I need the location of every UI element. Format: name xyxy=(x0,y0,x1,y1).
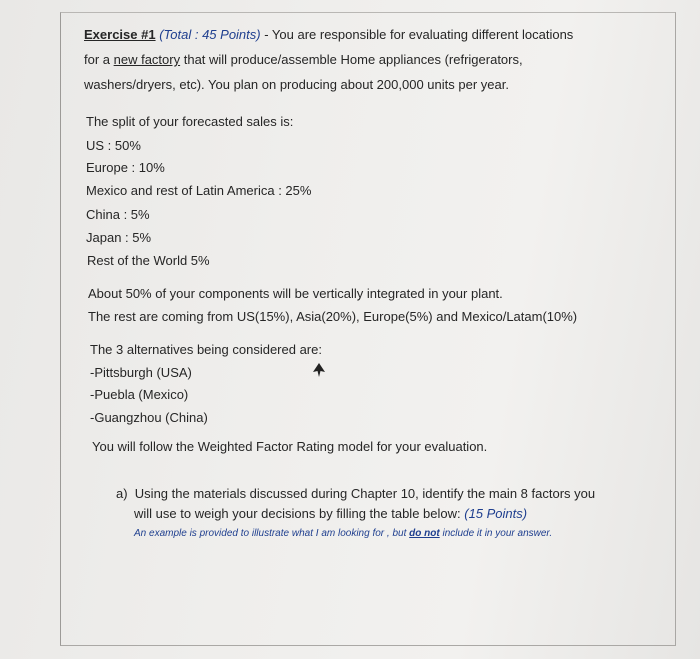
alternatives-heading: The 3 alternatives being considered are: xyxy=(90,342,322,357)
sales-heading: The split of your forecasted sales is: xyxy=(86,114,294,129)
model-line: You will follow the Weighted Factor Rating model for your evaluation. xyxy=(92,439,488,454)
alternative-pittsburgh: -Pittsburgh (USA) xyxy=(90,365,192,380)
question-a-points: (15 Points) xyxy=(464,506,528,521)
exercise-line-2-end: that will produce/assemble Home appliances (refrigerators, xyxy=(180,52,523,67)
question-a-text: Using the materials discussed during Chapter 10, identify the main 8 factors you xyxy=(134,486,596,501)
sales-item-europe: Europe : 10% xyxy=(86,160,165,175)
question-a-line-2-text: will use to weigh your decisions by filling the table below: xyxy=(134,506,465,521)
new-factory-link: new factory xyxy=(113,52,181,67)
alternative-puebla: -Puebla (Mexico) xyxy=(90,387,189,402)
question-a-line-2 xyxy=(134,506,527,522)
sales-item-rest: Rest of the World 5% xyxy=(87,253,210,268)
question-a-line-1 xyxy=(116,486,595,502)
sales-item-latam: Mexico and rest of Latin America : 25% xyxy=(86,183,312,198)
example-note xyxy=(134,526,552,542)
question-a-label: a) xyxy=(116,486,128,501)
sales-item-japan: Japan : 5% xyxy=(86,230,152,245)
example-note-end: include it in your answer. xyxy=(439,528,553,539)
exercise-line-2 xyxy=(84,52,523,68)
mouse-cursor-icon xyxy=(311,362,327,378)
example-note-start: An example is provided to illustrate what I am looking for , but xyxy=(134,528,410,539)
sales-item-us: US : 50% xyxy=(86,138,141,153)
alternative-guangzhou: -Guangzhou (China) xyxy=(90,410,208,425)
exercise-title: Exercise #1 xyxy=(84,27,156,42)
components-line-2: The rest are coming from US(15%), Asia(20%), Europe(5%) and Mexico/Latam(10%) xyxy=(88,309,578,324)
page-border xyxy=(60,12,676,646)
exercise-line-3: washers/dryers, etc). You plan on producing about 200,000 units per year. xyxy=(84,77,509,92)
exercise-points: (Total : 45 Points) xyxy=(159,27,261,42)
exercise-intro: - You are responsible for evaluating different locations xyxy=(260,27,574,42)
components-line-1: About 50% of your components will be vertically integrated in your plant. xyxy=(88,286,503,301)
example-note-emphasis: do not xyxy=(409,528,440,539)
sales-item-china: China : 5% xyxy=(86,207,150,222)
exercise-line-1 xyxy=(84,27,573,43)
exercise-line-2-start: for a xyxy=(84,52,114,67)
